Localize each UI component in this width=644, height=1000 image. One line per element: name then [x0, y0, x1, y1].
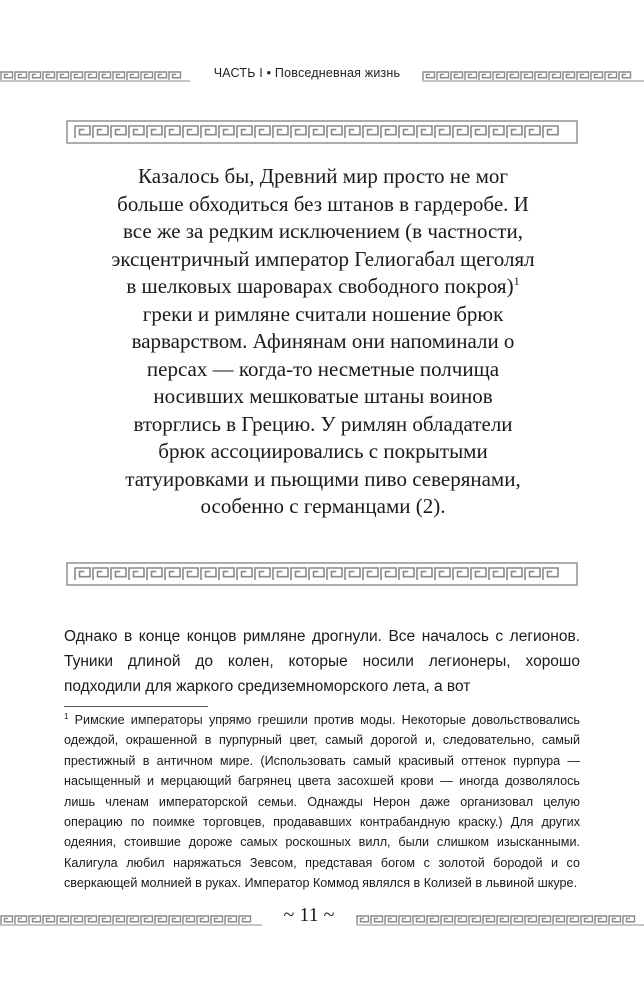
- running-head-title: Повседневная жизнь: [274, 66, 401, 80]
- running-head-part: ЧАСТЬ I: [213, 66, 263, 80]
- pullquote-top-ornament-band: [66, 120, 578, 144]
- footnote-marker: 1: [64, 712, 69, 721]
- footnote-reference: 1: [513, 274, 520, 288]
- running-head: [196, 66, 418, 80]
- header-right-meander-ornament: [422, 70, 644, 82]
- pullquote-text-part1: Казалось бы, Древний мир просто не мог больше обходиться без штанов в гардеробе. И все же за редким исключением (в частности, эксцентричный император Гелиогабал щеголял в шелковых шароварах свободного покроя): [111, 164, 535, 298]
- pullquote-bottom-ornament-band: [66, 562, 578, 586]
- footnote-text: Римские императоры упрямо грешили против моды. Некоторые довольствовались одеждой, окрашенной в пурпурный цвет, самый дорогой и, следовательно, самый престижный в античном мире. (Использовать самый красивый оттенок пурпура — насыщенный и мерцающий багрянец цвета засохшей крови — иногда дозволялось лишь членам императорской семьи. Однажды Нерон даже организовал целую операцию по поимке торговцев, продававших контрабандную краску.) Для других одеяния, стоившие дороже самых роскошных вилл, были слишком изысканными. Калигула любил наряжаться Зевсом, представая богом с золотой бородой и со сверкающей молнией в руках. Император Коммод являлся в Колизей в львиной шкуре.: [64, 713, 580, 891]
- footer-left-meander-ornament: [0, 914, 262, 926]
- body-paragraph: Однако в конце концов римляне дрогнули. Все началось с легионов. Туники длиной до колен, которые носили легионеры, хорошо подходили для жаркого средиземноморского лета, а вот: [64, 628, 580, 695]
- page-number: ~ 11 ~: [283, 904, 335, 926]
- pullquote-text-part2: греки и римляне считали ношение брюк варварством. Афинянам они напоминали о персах — когда-то несметные полчища носивших мешковатые штаны воинов вторглись в Грецию. У римлян обладатели брюк ассоциировались с покрытыми татуировками и пьющими пиво северянами, особенно с германцами (2).: [125, 301, 521, 518]
- footer-right-meander-ornament: [356, 914, 644, 926]
- footnote: [64, 710, 580, 894]
- header-left-meander-ornament: [0, 70, 190, 82]
- pullquote: [108, 163, 538, 521]
- running-head-bullet: •: [266, 66, 272, 80]
- footnote-separator: [64, 706, 208, 707]
